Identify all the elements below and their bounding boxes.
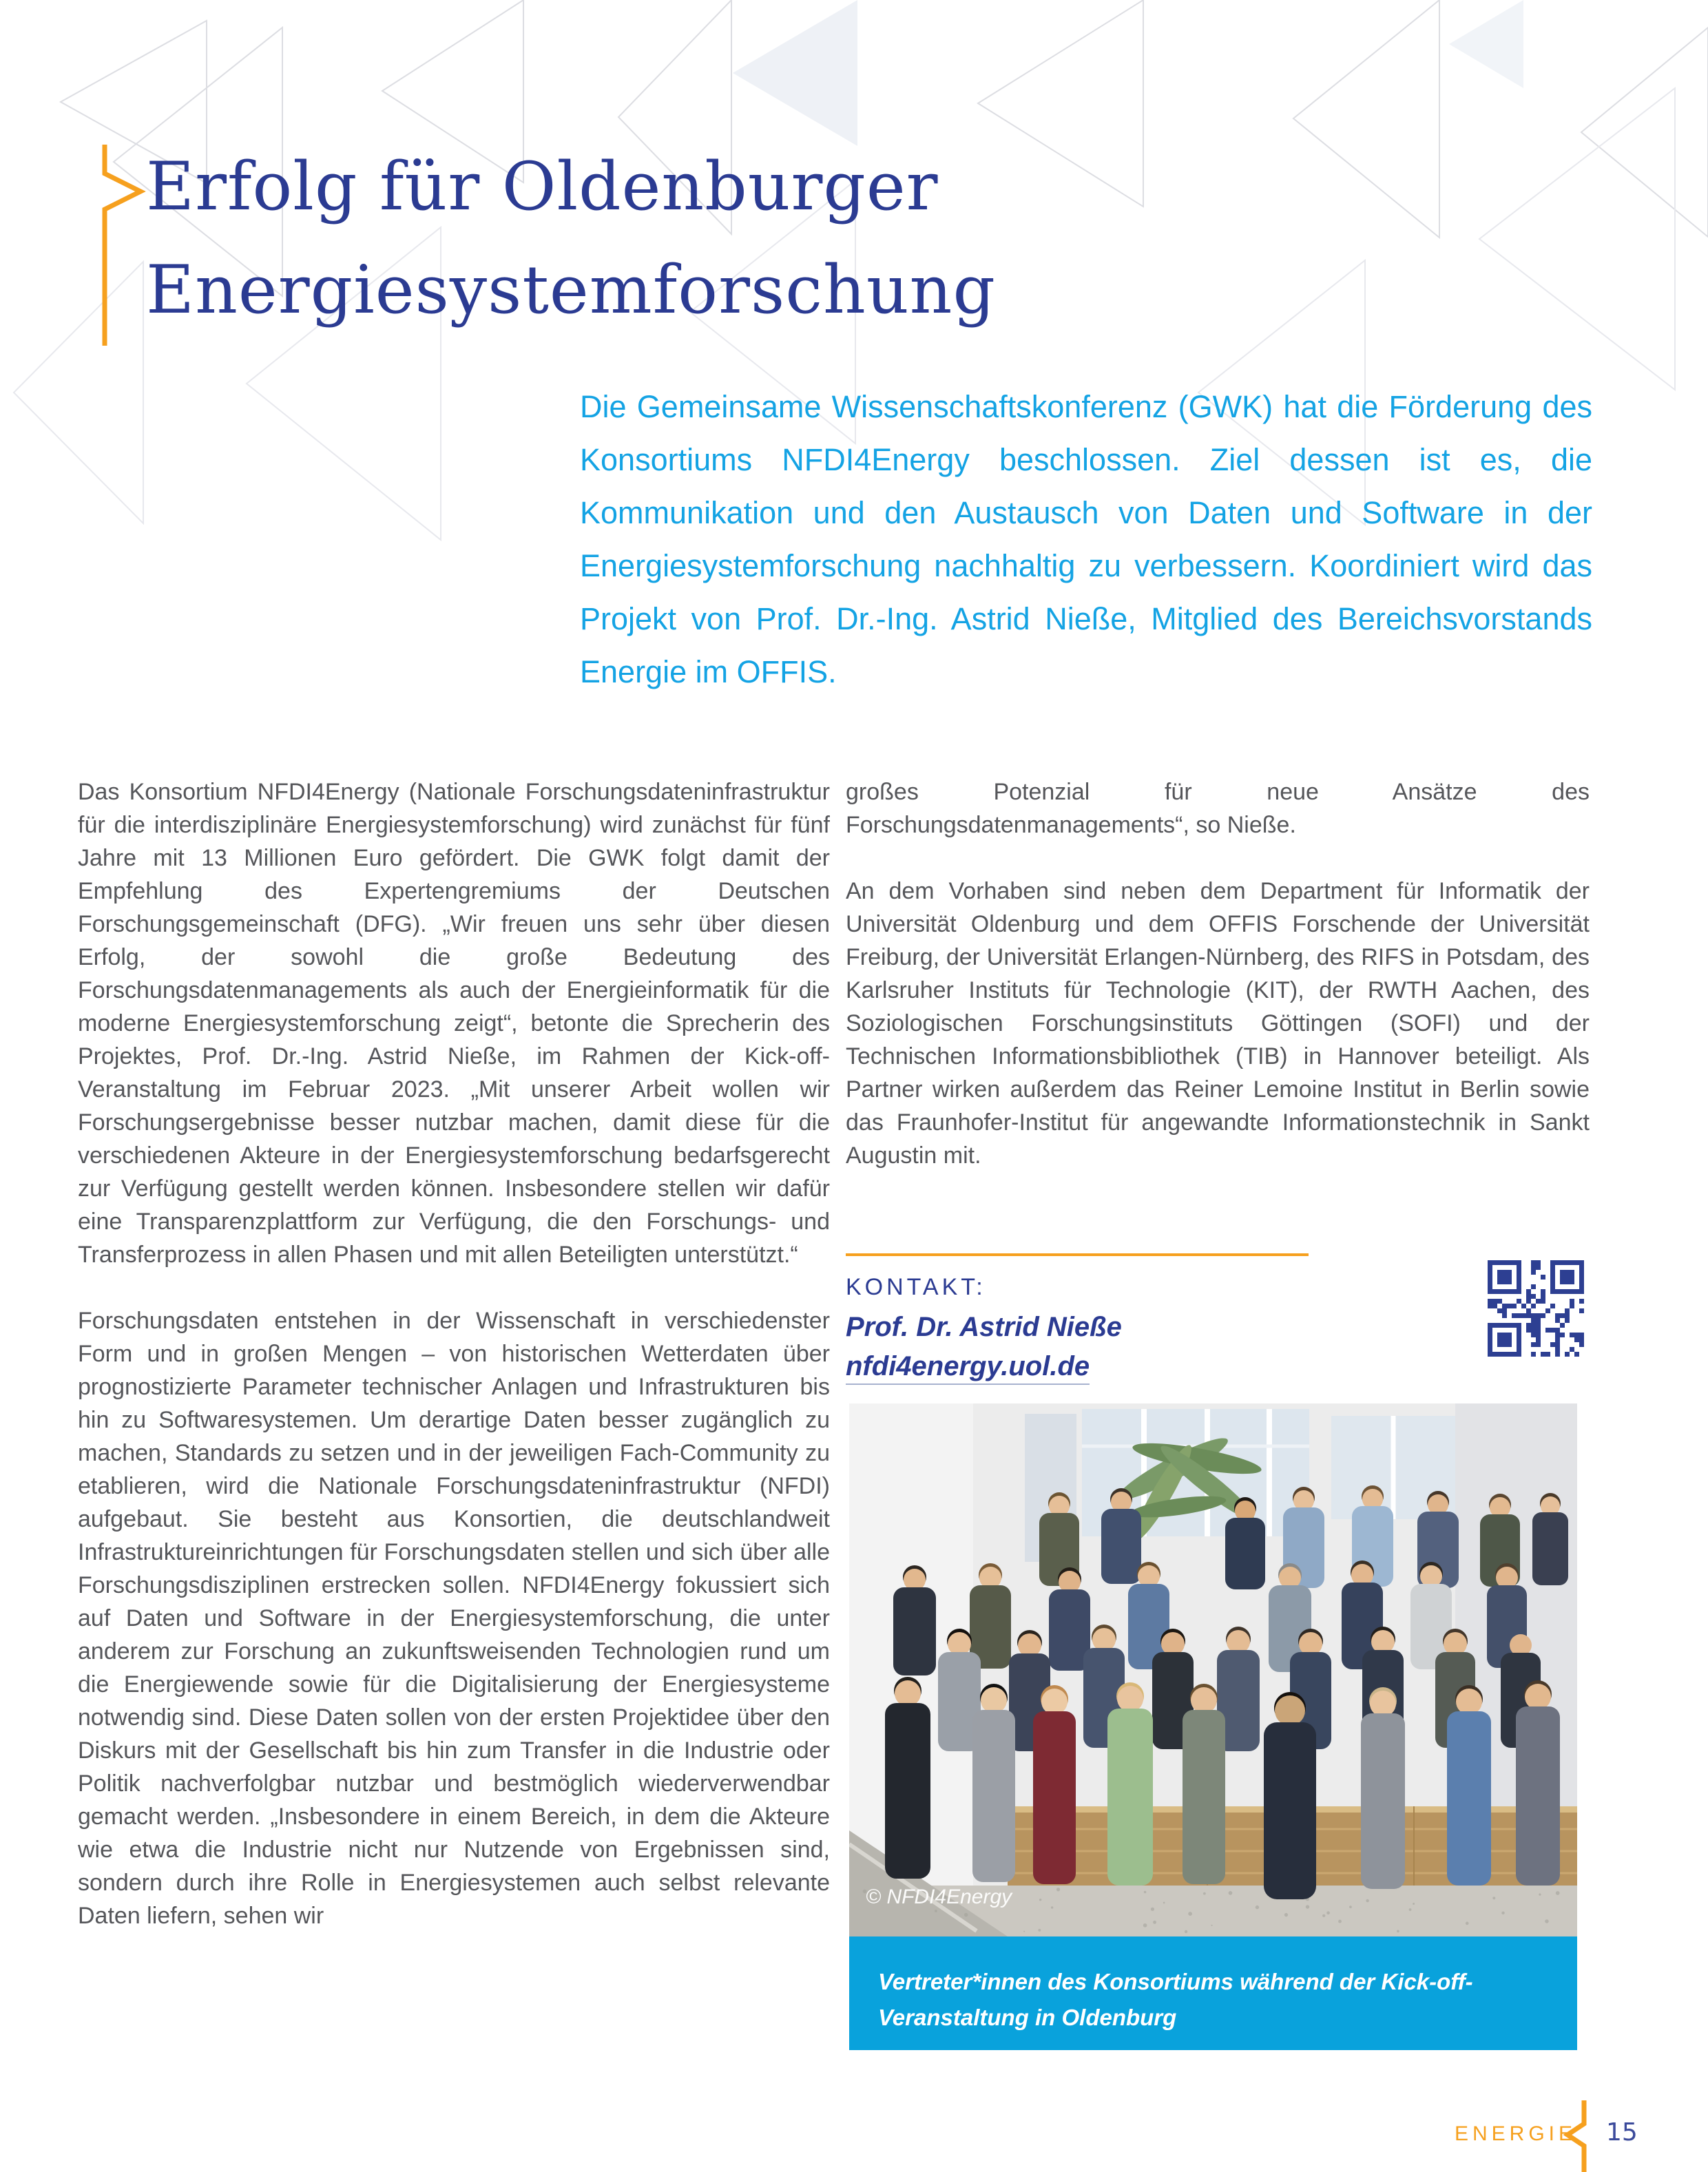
group-photo	[849, 1403, 1577, 1936]
qr-code	[1488, 1260, 1587, 1359]
body-column-right	[846, 775, 1590, 1205]
page-title-line-2: Energiesystemforschung	[146, 251, 996, 328]
page-title-line-1: Erfolg für Oldenburger	[146, 148, 939, 225]
qr-code-image	[1488, 1260, 1587, 1359]
contact-block	[846, 1253, 1466, 1385]
photo-credit: © NFDI4Energy	[866, 1886, 1012, 1908]
paragraph: Das Konsortium NFDI4Energy (Nationale Forschungsdateninfrastruktur für die interdisziplinäre Energiesystemforschung) wird zunächst für fünf Jahre mit 13 Millionen Euro gefördert. Die GWK folgt damit der Empfehlung des Expertengremiums der Deutschen Forschungsgemeinschaft (DFG). „Wir freuen uns sehr über diesen Erfolg, der sowohl die große Bedeutung des Forschungsdatenmanagements als auch der Energieinformatik für die moderne Energiesystemforschung zeigt“, betonte die Sprecherin des Projektes, Prof. Dr.-Ing. Astrid Nieße, im Rahmen der Kick-off-Veranstaltung im Februar 2023. „Mit unserer Arbeit wollen wir Forschungsergebnisse besser nutzbar machen, damit diese für die verschiedenen Akteure in der Energiesystemforschung bedarfsgerecht zur Verfügung gestellt werden können. Insbesondere stellen wir dafür eine Transparenzplattform zur Verfügung, die den Forschungs- und Transferprozess in allen Phasen und mit allen Beteiligten unterstützt.“	[78, 779, 830, 1268]
lead-paragraph: Die Gemeinsame Wissenschaftskonferenz (GWK) hat die Förderung des Konsortiums NFDI4Energy beschlossen. Ziel dessen ist es, die Kommunikation und den Austausch von Daten und Software in der Energiesystemforschung nachhaltig zu verbessern. Koordiniert wird das Projekt von Prof. Dr.-Ing. Astrid Nieße, Mitglied des Bereichsvorstands Energie im OFFIS.	[580, 389, 1592, 689]
photo-caption-box	[849, 1936, 1577, 2050]
orange-zigzag-divider-icon	[1562, 2100, 1592, 2172]
contact-name: Prof. Dr. Astrid Nieße	[846, 1312, 1122, 1342]
photo-caption: Vertreter*innen des Konsortiums während der Kick-off-Veranstaltung in Oldenburg	[878, 1969, 1473, 2030]
orange-rule	[846, 1253, 1309, 1256]
orange-chevron-bracket-icon	[96, 143, 152, 347]
group-photo-illustration	[849, 1403, 1577, 1936]
contact-heading: KONTAKT:	[846, 1274, 986, 1300]
paragraph: Forschungsdaten entstehen in der Wissenschaft in verschiedenster Form und in großen Mengen – von historischen Wetterdaten über prognostizierte Parameter technischer Anlagen und Infrastrukturen bis hin zu Softwaresystemen. Um derartige Daten besser zugänglich zu machen, Standards zu setzen und in der jeweiligen Fach-Community zu etablieren, wird die Nationale Forschungsdateninfrastruktur (NFDI) aufgebaut. Sie besteht aus Konsortien, die deutschlandweit Infrastruktureinrichtungen für Forschungsdaten stellen und sich über alle Forschungsdisziplinen erstrecken sollen. NFDI4Energy fokussiert sich auf Daten und Software in der Energiesystemforschung, die unter anderem zur Forschung an zukunftsweisenden Technologien rund um die Energiewende sowie für die Digitalisierung der Energiesysteme notwendig sind. Diese Daten sollen von der ersten Projektidee über den Diskurs mit der Gesellschaft bis hin zum Transfer in die Industrie oder Politik nachverfolgbar nutzbar und bestmöglich wiederverwendbar gemacht werden. „Insbesondere in einem Bereich, in dem die Akteure wie etwa die Industrie nicht nur Nutzende von Ergebnissen sind, sondern durch ihre Rolle in Energiesystemen auch selbst relevante Daten liefern, sehen wir	[78, 1308, 830, 1929]
page-title	[146, 135, 1455, 342]
footer-section-label: ENERGIE	[1455, 2122, 1577, 2145]
paragraph: An dem Vorhaben sind neben dem Department für Informatik der Universität Oldenburg und dem OFFIS Forschende der Universität Freiburg, der Universität Erlangen-Nürnberg, des RIFS in Potsdam, des Karlsruher Instituts für Technologie (KIT), der RWTH Aachen, des Soziologischen Forschungsinstituts Göttingen (SOFI) und der Technischen Informationsbibliothek (TIB) in Hannover beteiligt. Als Partner wirken außerdem das Reiner Lemoine Institut in Berlin sowie das Fraunhofer-Institut für angewandte Informationstechnik in Sankt Augustin mit.	[846, 878, 1590, 1169]
page-number: 15	[1606, 2118, 1638, 2147]
contact-link[interactable]: nfdi4energy.uol.de	[846, 1351, 1090, 1385]
body-column-left	[78, 775, 830, 1965]
paragraph: großes Potenzial für neue Ansätze des Forschungsdatenmanagements“, so Nieße.	[846, 779, 1590, 838]
